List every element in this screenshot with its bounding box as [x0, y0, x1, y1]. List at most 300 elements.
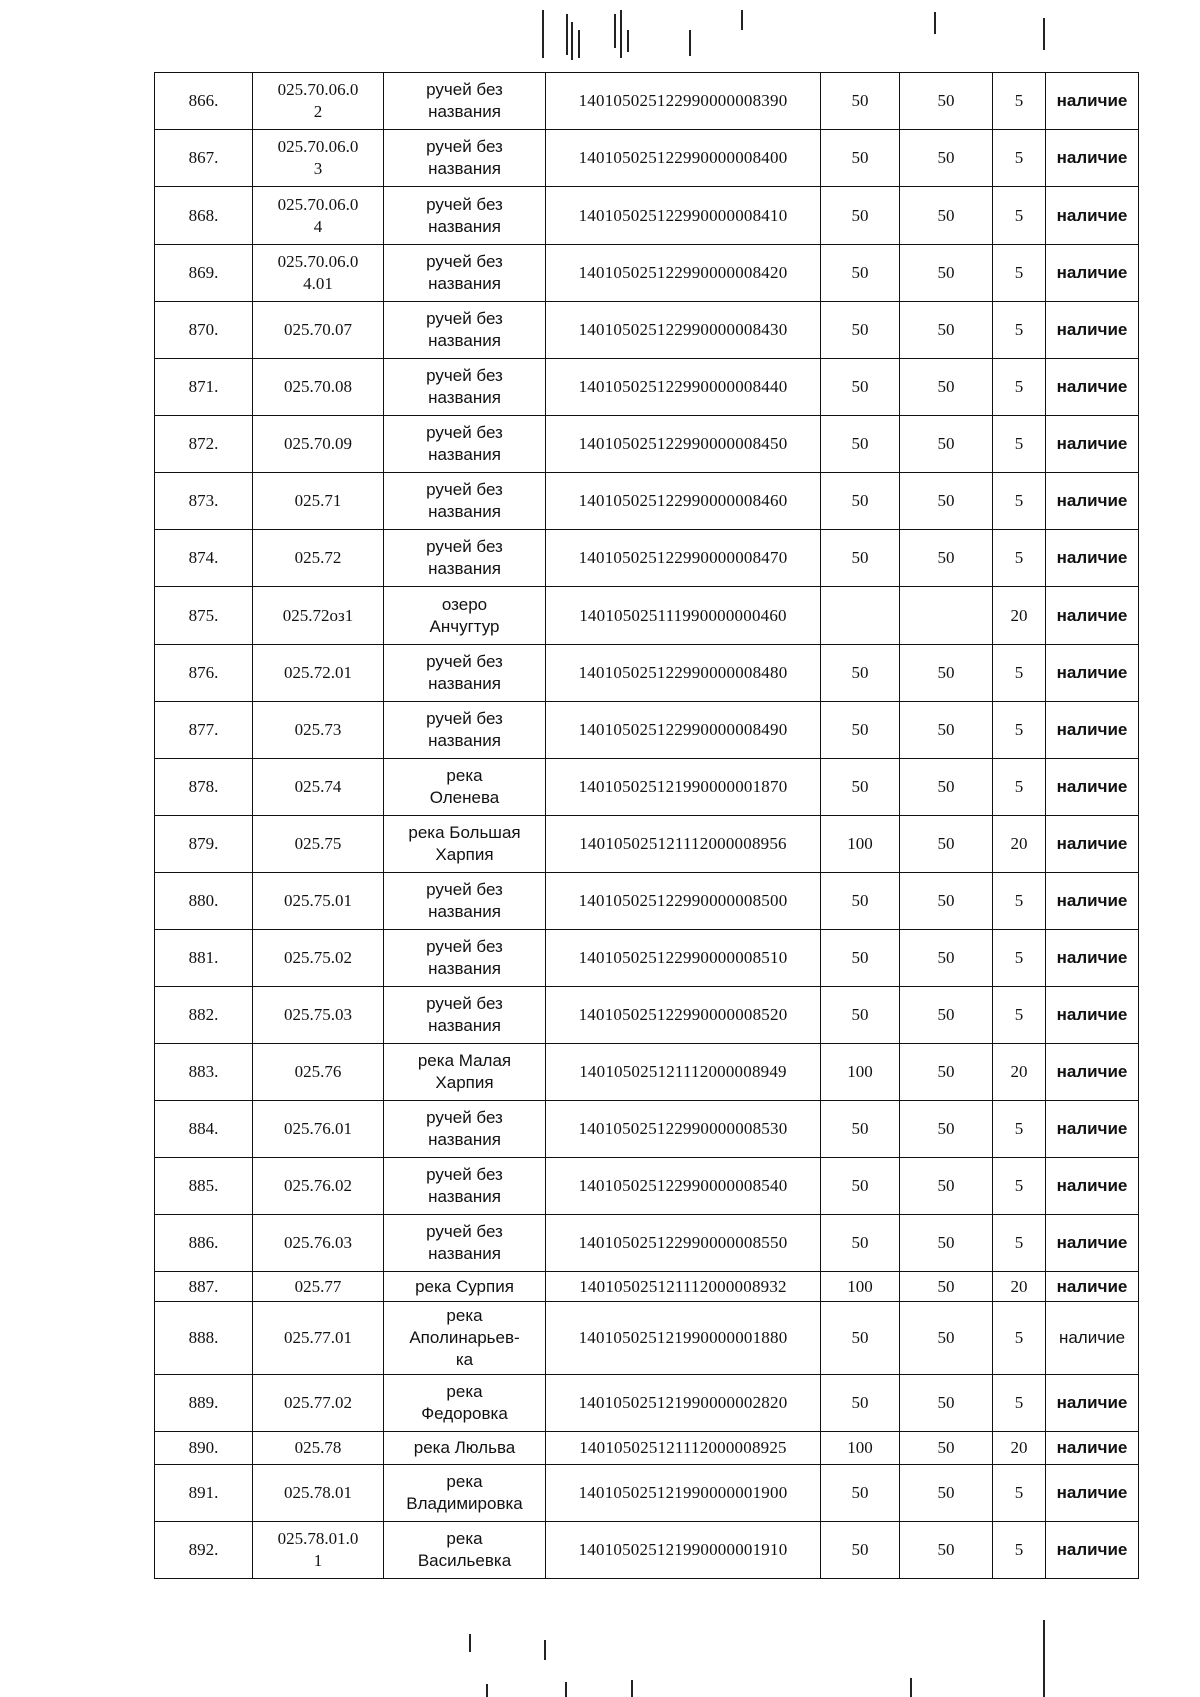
- value-1-cell: 50: [821, 1101, 900, 1158]
- water-object-name-cell: [384, 1272, 546, 1302]
- hydro-code-cell: [253, 187, 384, 245]
- value-2-cell: 50: [900, 1215, 993, 1272]
- value-1-cell: 50: [821, 987, 900, 1044]
- water-object-name-line: река: [446, 1382, 483, 1401]
- row-number-cell: 880.: [155, 873, 253, 930]
- value-2-cell: 50: [900, 1522, 993, 1579]
- water-object-name-line: ручей без: [426, 137, 503, 156]
- table-row: [155, 645, 1139, 702]
- hydro-code-cell: [253, 245, 384, 302]
- water-object-name-line: река Большая: [408, 823, 521, 842]
- row-number-cell: 866.: [155, 73, 253, 130]
- value-3-cell: 5: [993, 1522, 1046, 1579]
- value-3-cell: 20: [993, 1272, 1046, 1302]
- value-3-cell: 5: [993, 873, 1046, 930]
- status-cell: наличие: [1046, 130, 1139, 187]
- row-number-cell: 883.: [155, 1044, 253, 1101]
- row-number-cell: 885.: [155, 1158, 253, 1215]
- value-3-cell: 5: [993, 1375, 1046, 1432]
- status-cell: наличие: [1046, 1272, 1139, 1302]
- table-row: [155, 1465, 1139, 1522]
- value-3-cell: 5: [993, 416, 1046, 473]
- water-object-name-cell: [384, 1302, 546, 1375]
- registry-code-cell: 140105025121112000008956: [546, 816, 821, 873]
- value-2-cell: 50: [900, 987, 993, 1044]
- water-object-name-cell: [384, 816, 546, 873]
- row-number-cell: 874.: [155, 530, 253, 587]
- value-2-cell: 50: [900, 530, 993, 587]
- water-object-name-cell: [384, 359, 546, 416]
- water-object-name-line: ручей без: [426, 423, 503, 442]
- value-3-cell: 5: [993, 473, 1046, 530]
- water-object-name-line: ручей без: [426, 709, 503, 728]
- value-3-cell: 5: [993, 245, 1046, 302]
- water-object-name-line: река: [446, 1529, 483, 1548]
- water-object-name-line: Федоровка: [421, 1404, 508, 1423]
- water-object-name-cell: [384, 759, 546, 816]
- hydro-code-cell: [253, 816, 384, 873]
- status-cell: наличие: [1046, 1375, 1139, 1432]
- table-row: [155, 130, 1139, 187]
- value-3-cell: 20: [993, 1432, 1046, 1465]
- row-number-cell: 887.: [155, 1272, 253, 1302]
- registry-code-cell: 140105025122990000008550: [546, 1215, 821, 1272]
- water-object-name-line: названия: [428, 159, 501, 178]
- water-object-name-line: названия: [428, 331, 501, 350]
- value-2-cell: 50: [900, 302, 993, 359]
- value-2-cell: 50: [900, 930, 993, 987]
- hydro-code-line: 025.77.01: [284, 1328, 352, 1347]
- registry-code-cell: 140105025122990000008400: [546, 130, 821, 187]
- table-row: [155, 1158, 1139, 1215]
- registry-code-cell: 140105025122990000008450: [546, 416, 821, 473]
- hydro-code-line: 025.76.01: [284, 1119, 352, 1138]
- water-object-name-line: названия: [428, 959, 501, 978]
- value-2-cell: 50: [900, 1158, 993, 1215]
- row-number-cell: 886.: [155, 1215, 253, 1272]
- status-cell: наличие: [1046, 1465, 1139, 1522]
- hydro-code-cell: [253, 416, 384, 473]
- value-1-cell: 50: [821, 130, 900, 187]
- hydro-code-cell: [253, 702, 384, 759]
- water-object-name-line: ка: [455, 1350, 474, 1369]
- hydro-code-line: 2: [313, 102, 323, 121]
- water-object-name-cell: [384, 645, 546, 702]
- registry-code-cell: 140105025122990000008390: [546, 73, 821, 130]
- hydro-code-line: 025.76.02: [284, 1176, 352, 1195]
- hydro-code-cell: [253, 473, 384, 530]
- water-object-name-line: ручей без: [426, 366, 503, 385]
- value-1-cell: 50: [821, 245, 900, 302]
- value-1-cell: 50: [821, 73, 900, 130]
- value-2-cell: 50: [900, 245, 993, 302]
- registry-code-cell: 140105025122990000008410: [546, 187, 821, 245]
- value-2-cell: 50: [900, 1465, 993, 1522]
- table-row: [155, 302, 1139, 359]
- value-2-cell: 50: [900, 359, 993, 416]
- hydro-code-line: 025.75: [294, 834, 342, 853]
- value-1-cell: 50: [821, 1522, 900, 1579]
- water-object-name-line: Аполинарьев-: [409, 1328, 520, 1347]
- hydro-code-cell: [253, 987, 384, 1044]
- water-object-name-line: ручей без: [426, 194, 503, 214]
- water-object-name-cell: [384, 1044, 546, 1101]
- value-2-cell: 50: [900, 473, 993, 530]
- value-2-cell: [900, 587, 993, 645]
- registry-code-cell: 140105025121990000002820: [546, 1375, 821, 1432]
- hydro-code-cell: [253, 1215, 384, 1272]
- hydro-code-cell: [253, 530, 384, 587]
- value-1-cell: 50: [821, 873, 900, 930]
- water-object-name-line: Васильевка: [417, 1551, 512, 1570]
- value-3-cell: 5: [993, 930, 1046, 987]
- value-1-cell: 100: [821, 1044, 900, 1101]
- water-object-name-cell: [384, 702, 546, 759]
- water-object-name-line: Оленева: [429, 788, 500, 807]
- water-object-name-line: ручей без: [426, 1222, 503, 1241]
- water-object-name-line: названия: [428, 274, 501, 293]
- row-number-cell: 867.: [155, 130, 253, 187]
- row-number-cell: 878.: [155, 759, 253, 816]
- registry-code-cell: 140105025121112000008925: [546, 1432, 821, 1465]
- row-number-cell: 876.: [155, 645, 253, 702]
- status-cell: наличие: [1046, 930, 1139, 987]
- hydro-code-cell: [253, 359, 384, 416]
- hydro-code-cell: [253, 1375, 384, 1432]
- water-object-name-line: река: [446, 766, 483, 785]
- water-object-name-cell: [384, 245, 546, 302]
- registry-code-cell: 140105025121990000001880: [546, 1302, 821, 1375]
- registry-code-cell: 140105025122990000008460: [546, 473, 821, 530]
- status-cell: наличие: [1046, 645, 1139, 702]
- hydro-code-cell: [253, 873, 384, 930]
- value-2-cell: 50: [900, 1044, 993, 1101]
- registry-code-cell: 140105025121990000001870: [546, 759, 821, 816]
- water-object-name-cell: [384, 73, 546, 130]
- table-row: [155, 759, 1139, 816]
- registry-code-cell: 140105025121112000008949: [546, 1044, 821, 1101]
- water-object-name-cell: [384, 1522, 546, 1579]
- value-1-cell: 50: [821, 530, 900, 587]
- hydro-code-cell: [253, 302, 384, 359]
- hydro-code-line: 025.70.06.0: [277, 194, 359, 214]
- hydro-code-line: 4: [313, 216, 323, 236]
- value-2-cell: 50: [900, 1101, 993, 1158]
- row-number-cell: 868.: [155, 187, 253, 245]
- value-2-cell: 50: [900, 1302, 993, 1375]
- registry-code-cell: 140105025122990000008530: [546, 1101, 821, 1158]
- water-object-name-line: озеро: [441, 594, 488, 614]
- value-2-cell: 50: [900, 1432, 993, 1465]
- water-object-name-line: ручей без: [426, 252, 503, 271]
- value-3-cell: 5: [993, 1215, 1046, 1272]
- hydro-code-line: 025.76: [294, 1062, 342, 1081]
- water-objects-table: [154, 72, 1139, 1579]
- hydro-code-line: 025.72.01: [284, 663, 352, 682]
- table-row: [155, 702, 1139, 759]
- water-object-name-cell: [384, 1158, 546, 1215]
- water-object-name-line: ручей без: [426, 994, 503, 1013]
- hydro-code-cell: [253, 1044, 384, 1101]
- water-object-name-cell: [384, 873, 546, 930]
- value-1-cell: 50: [821, 930, 900, 987]
- row-number-cell: 877.: [155, 702, 253, 759]
- water-object-name-line: ручей без: [426, 937, 503, 956]
- hydro-code-line: 025.72: [294, 548, 342, 567]
- water-object-name-cell: [384, 1215, 546, 1272]
- water-object-name-cell: [384, 187, 546, 245]
- row-number-cell: 871.: [155, 359, 253, 416]
- row-number-cell: 873.: [155, 473, 253, 530]
- value-1-cell: 50: [821, 1465, 900, 1522]
- value-3-cell: 5: [993, 530, 1046, 587]
- water-object-name-line: названия: [428, 731, 501, 750]
- status-cell: наличие: [1046, 530, 1139, 587]
- status-cell: наличие: [1046, 587, 1139, 645]
- value-1-cell: 50: [821, 1158, 900, 1215]
- water-object-name-line: ручей без: [426, 309, 503, 328]
- row-number-cell: 879.: [155, 816, 253, 873]
- water-object-name-line: названия: [428, 674, 501, 693]
- registry-code-cell: 140105025122990000008500: [546, 873, 821, 930]
- value-1-cell: 100: [821, 816, 900, 873]
- status-cell: наличие: [1046, 245, 1139, 302]
- table-row: [155, 1432, 1139, 1465]
- status-cell: наличие: [1046, 302, 1139, 359]
- value-1-cell: 50: [821, 359, 900, 416]
- status-cell: наличие: [1046, 1158, 1139, 1215]
- value-2-cell: 50: [900, 702, 993, 759]
- table-row: [155, 1215, 1139, 1272]
- status-cell: наличие: [1046, 1101, 1139, 1158]
- row-number-cell: 888.: [155, 1302, 253, 1375]
- status-cell: наличие: [1046, 816, 1139, 873]
- registry-code-cell: 140105025122990000008510: [546, 930, 821, 987]
- table-row: [155, 245, 1139, 302]
- status-cell: наличие: [1046, 1522, 1139, 1579]
- row-number-cell: 869.: [155, 245, 253, 302]
- value-3-cell: 5: [993, 1465, 1046, 1522]
- value-2-cell: 50: [900, 187, 993, 245]
- water-object-name-line: ручей без: [426, 880, 503, 899]
- water-object-name-line: названия: [428, 502, 501, 521]
- value-3-cell: 5: [993, 1302, 1046, 1375]
- status-cell: наличие: [1046, 416, 1139, 473]
- hydro-code-line: 025.76.03: [284, 1233, 352, 1252]
- hydro-code-line: 025.78.01: [284, 1483, 352, 1502]
- table-row: [155, 359, 1139, 416]
- status-cell: наличие: [1046, 73, 1139, 130]
- water-object-name-line: названия: [428, 1244, 501, 1263]
- registry-code-cell: 140105025122990000008470: [546, 530, 821, 587]
- hydro-code-cell: [253, 930, 384, 987]
- registry-code-cell: 140105025122990000008520: [546, 987, 821, 1044]
- status-cell: наличие: [1046, 702, 1139, 759]
- value-1-cell: 50: [821, 702, 900, 759]
- table-row: [155, 987, 1139, 1044]
- hydro-code-line: 025.73: [294, 720, 342, 739]
- water-object-name-line: названия: [428, 388, 501, 407]
- value-1-cell: [821, 587, 900, 645]
- table-row: [155, 1101, 1139, 1158]
- status-cell: наличие: [1046, 1215, 1139, 1272]
- registry-code-cell: 140105025121990000001910: [546, 1522, 821, 1579]
- water-object-name-line: ручей без: [426, 537, 503, 556]
- water-object-name-line: названия: [428, 102, 501, 121]
- row-number-cell: 891.: [155, 1465, 253, 1522]
- water-object-name-cell: [384, 1465, 546, 1522]
- hydro-code-cell: [253, 1272, 384, 1302]
- water-object-name-cell: [384, 1375, 546, 1432]
- water-object-name-line: названия: [428, 445, 501, 464]
- value-3-cell: 5: [993, 130, 1046, 187]
- water-object-name-line: Харпия: [435, 1073, 494, 1092]
- table-row: [155, 1272, 1139, 1302]
- water-object-name-line: ручей без: [426, 480, 503, 499]
- registry-code-cell: 140105025122990000008440: [546, 359, 821, 416]
- registry-code-cell: 140105025122990000008490: [546, 702, 821, 759]
- water-object-name-cell: [384, 1101, 546, 1158]
- hydro-code-line: 025.77.02: [284, 1393, 352, 1412]
- water-object-name-line: названия: [428, 1016, 501, 1035]
- water-object-name-line: Владимировка: [406, 1494, 523, 1513]
- table-row: [155, 416, 1139, 473]
- registry-code-cell: 140105025122990000008420: [546, 245, 821, 302]
- table-row: [155, 930, 1139, 987]
- water-object-name-cell: [384, 587, 546, 645]
- water-object-name-line: Харпия: [435, 845, 494, 864]
- value-2-cell: 50: [900, 73, 993, 130]
- water-object-name-line: ручей без: [426, 652, 503, 671]
- value-1-cell: 50: [821, 416, 900, 473]
- registry-code-cell: 140105025121112000008932: [546, 1272, 821, 1302]
- value-2-cell: 50: [900, 873, 993, 930]
- value-3-cell: 5: [993, 302, 1046, 359]
- water-object-name-cell: [384, 130, 546, 187]
- table-row: [155, 473, 1139, 530]
- hydro-code-cell: [253, 73, 384, 130]
- water-object-name-cell: [384, 930, 546, 987]
- value-3-cell: 5: [993, 73, 1046, 130]
- value-2-cell: 50: [900, 816, 993, 873]
- water-object-name-line: ручей без: [426, 1165, 503, 1184]
- table-row: [155, 1375, 1139, 1432]
- hydro-code-cell: [253, 1302, 384, 1375]
- hydro-code-line: 025.70.07: [284, 320, 352, 339]
- status-cell: наличие: [1046, 1432, 1139, 1465]
- water-object-name-cell: [384, 987, 546, 1044]
- water-object-name-cell: [384, 1432, 546, 1465]
- value-1-cell: 50: [821, 1375, 900, 1432]
- hydro-code-line: 025.75.01: [284, 891, 352, 910]
- table-row: [155, 587, 1139, 645]
- row-number-cell: 892.: [155, 1522, 253, 1579]
- water-object-name-line: названия: [428, 559, 501, 578]
- hydro-code-cell: [253, 130, 384, 187]
- status-cell: наличие: [1046, 987, 1139, 1044]
- water-object-name-line: река Сурпия: [415, 1276, 514, 1296]
- water-object-name-line: названия: [428, 1187, 501, 1206]
- value-2-cell: 50: [900, 416, 993, 473]
- table-row: [155, 73, 1139, 130]
- row-number-cell: 870.: [155, 302, 253, 359]
- value-1-cell: 50: [821, 302, 900, 359]
- status-cell: наличие: [1046, 1302, 1139, 1375]
- value-2-cell: 50: [900, 1272, 993, 1302]
- value-3-cell: 5: [993, 645, 1046, 702]
- value-3-cell: 5: [993, 1101, 1046, 1158]
- water-object-name-line: ручей без: [426, 80, 503, 99]
- row-number-cell: 889.: [155, 1375, 253, 1432]
- water-object-name-line: ручей без: [426, 1108, 503, 1127]
- status-cell: наличие: [1046, 759, 1139, 816]
- hydro-code-cell: [253, 1101, 384, 1158]
- status-cell: наличие: [1046, 359, 1139, 416]
- status-cell: наличие: [1046, 1044, 1139, 1101]
- hydro-code-line: 025.75.03: [284, 1005, 352, 1024]
- value-1-cell: 50: [821, 645, 900, 702]
- row-number-cell: 882.: [155, 987, 253, 1044]
- hydro-code-cell: [253, 645, 384, 702]
- hydro-code-line: 025.77: [294, 1276, 342, 1296]
- water-object-name-cell: [384, 416, 546, 473]
- hydro-code-cell: [253, 1522, 384, 1579]
- table-row: [155, 187, 1139, 245]
- hydro-code-line: 025.70.09: [284, 434, 352, 453]
- water-object-name-line: названия: [428, 216, 501, 236]
- row-number-cell: 890.: [155, 1432, 253, 1465]
- table-body: [155, 73, 1139, 1579]
- water-object-name-line: река Люльва: [413, 1438, 516, 1457]
- value-3-cell: 5: [993, 187, 1046, 245]
- value-3-cell: 20: [993, 816, 1046, 873]
- row-number-cell: 875.: [155, 587, 253, 645]
- hydro-code-cell: [253, 1465, 384, 1522]
- row-number-cell: 872.: [155, 416, 253, 473]
- value-3-cell: 5: [993, 359, 1046, 416]
- hydro-code-cell: [253, 1432, 384, 1465]
- hydro-code-line: 3: [313, 159, 323, 178]
- water-object-name-line: названия: [428, 902, 501, 921]
- water-object-name-line: река Малая: [417, 1051, 512, 1070]
- hydro-code-cell: [253, 759, 384, 816]
- table-row: [155, 530, 1139, 587]
- value-1-cell: 100: [821, 1272, 900, 1302]
- status-cell: наличие: [1046, 187, 1139, 245]
- hydro-code-line: 025.70.06.0: [277, 80, 359, 99]
- value-1-cell: 100: [821, 1432, 900, 1465]
- value-3-cell: 5: [993, 1158, 1046, 1215]
- hydro-code-line: 025.78.01.0: [277, 1529, 359, 1548]
- water-object-name-line: названия: [428, 1130, 501, 1149]
- row-number-cell: 884.: [155, 1101, 253, 1158]
- value-3-cell: 5: [993, 987, 1046, 1044]
- value-3-cell: 20: [993, 1044, 1046, 1101]
- value-1-cell: 50: [821, 1302, 900, 1375]
- hydro-code-line: 025.70.06.0: [277, 137, 359, 156]
- value-2-cell: 50: [900, 645, 993, 702]
- hydro-code-line: 025.74: [294, 777, 342, 796]
- registry-code-cell: 140105025122990000008540: [546, 1158, 821, 1215]
- water-object-name-line: река: [446, 1306, 483, 1325]
- water-object-name-cell: [384, 302, 546, 359]
- table-row: [155, 1044, 1139, 1101]
- hydro-code-cell: [253, 587, 384, 645]
- hydro-code-line: 025.71: [294, 491, 342, 510]
- hydro-code-line: 025.70.08: [284, 377, 352, 396]
- water-object-name-line: река: [446, 1472, 483, 1491]
- table-row: [155, 816, 1139, 873]
